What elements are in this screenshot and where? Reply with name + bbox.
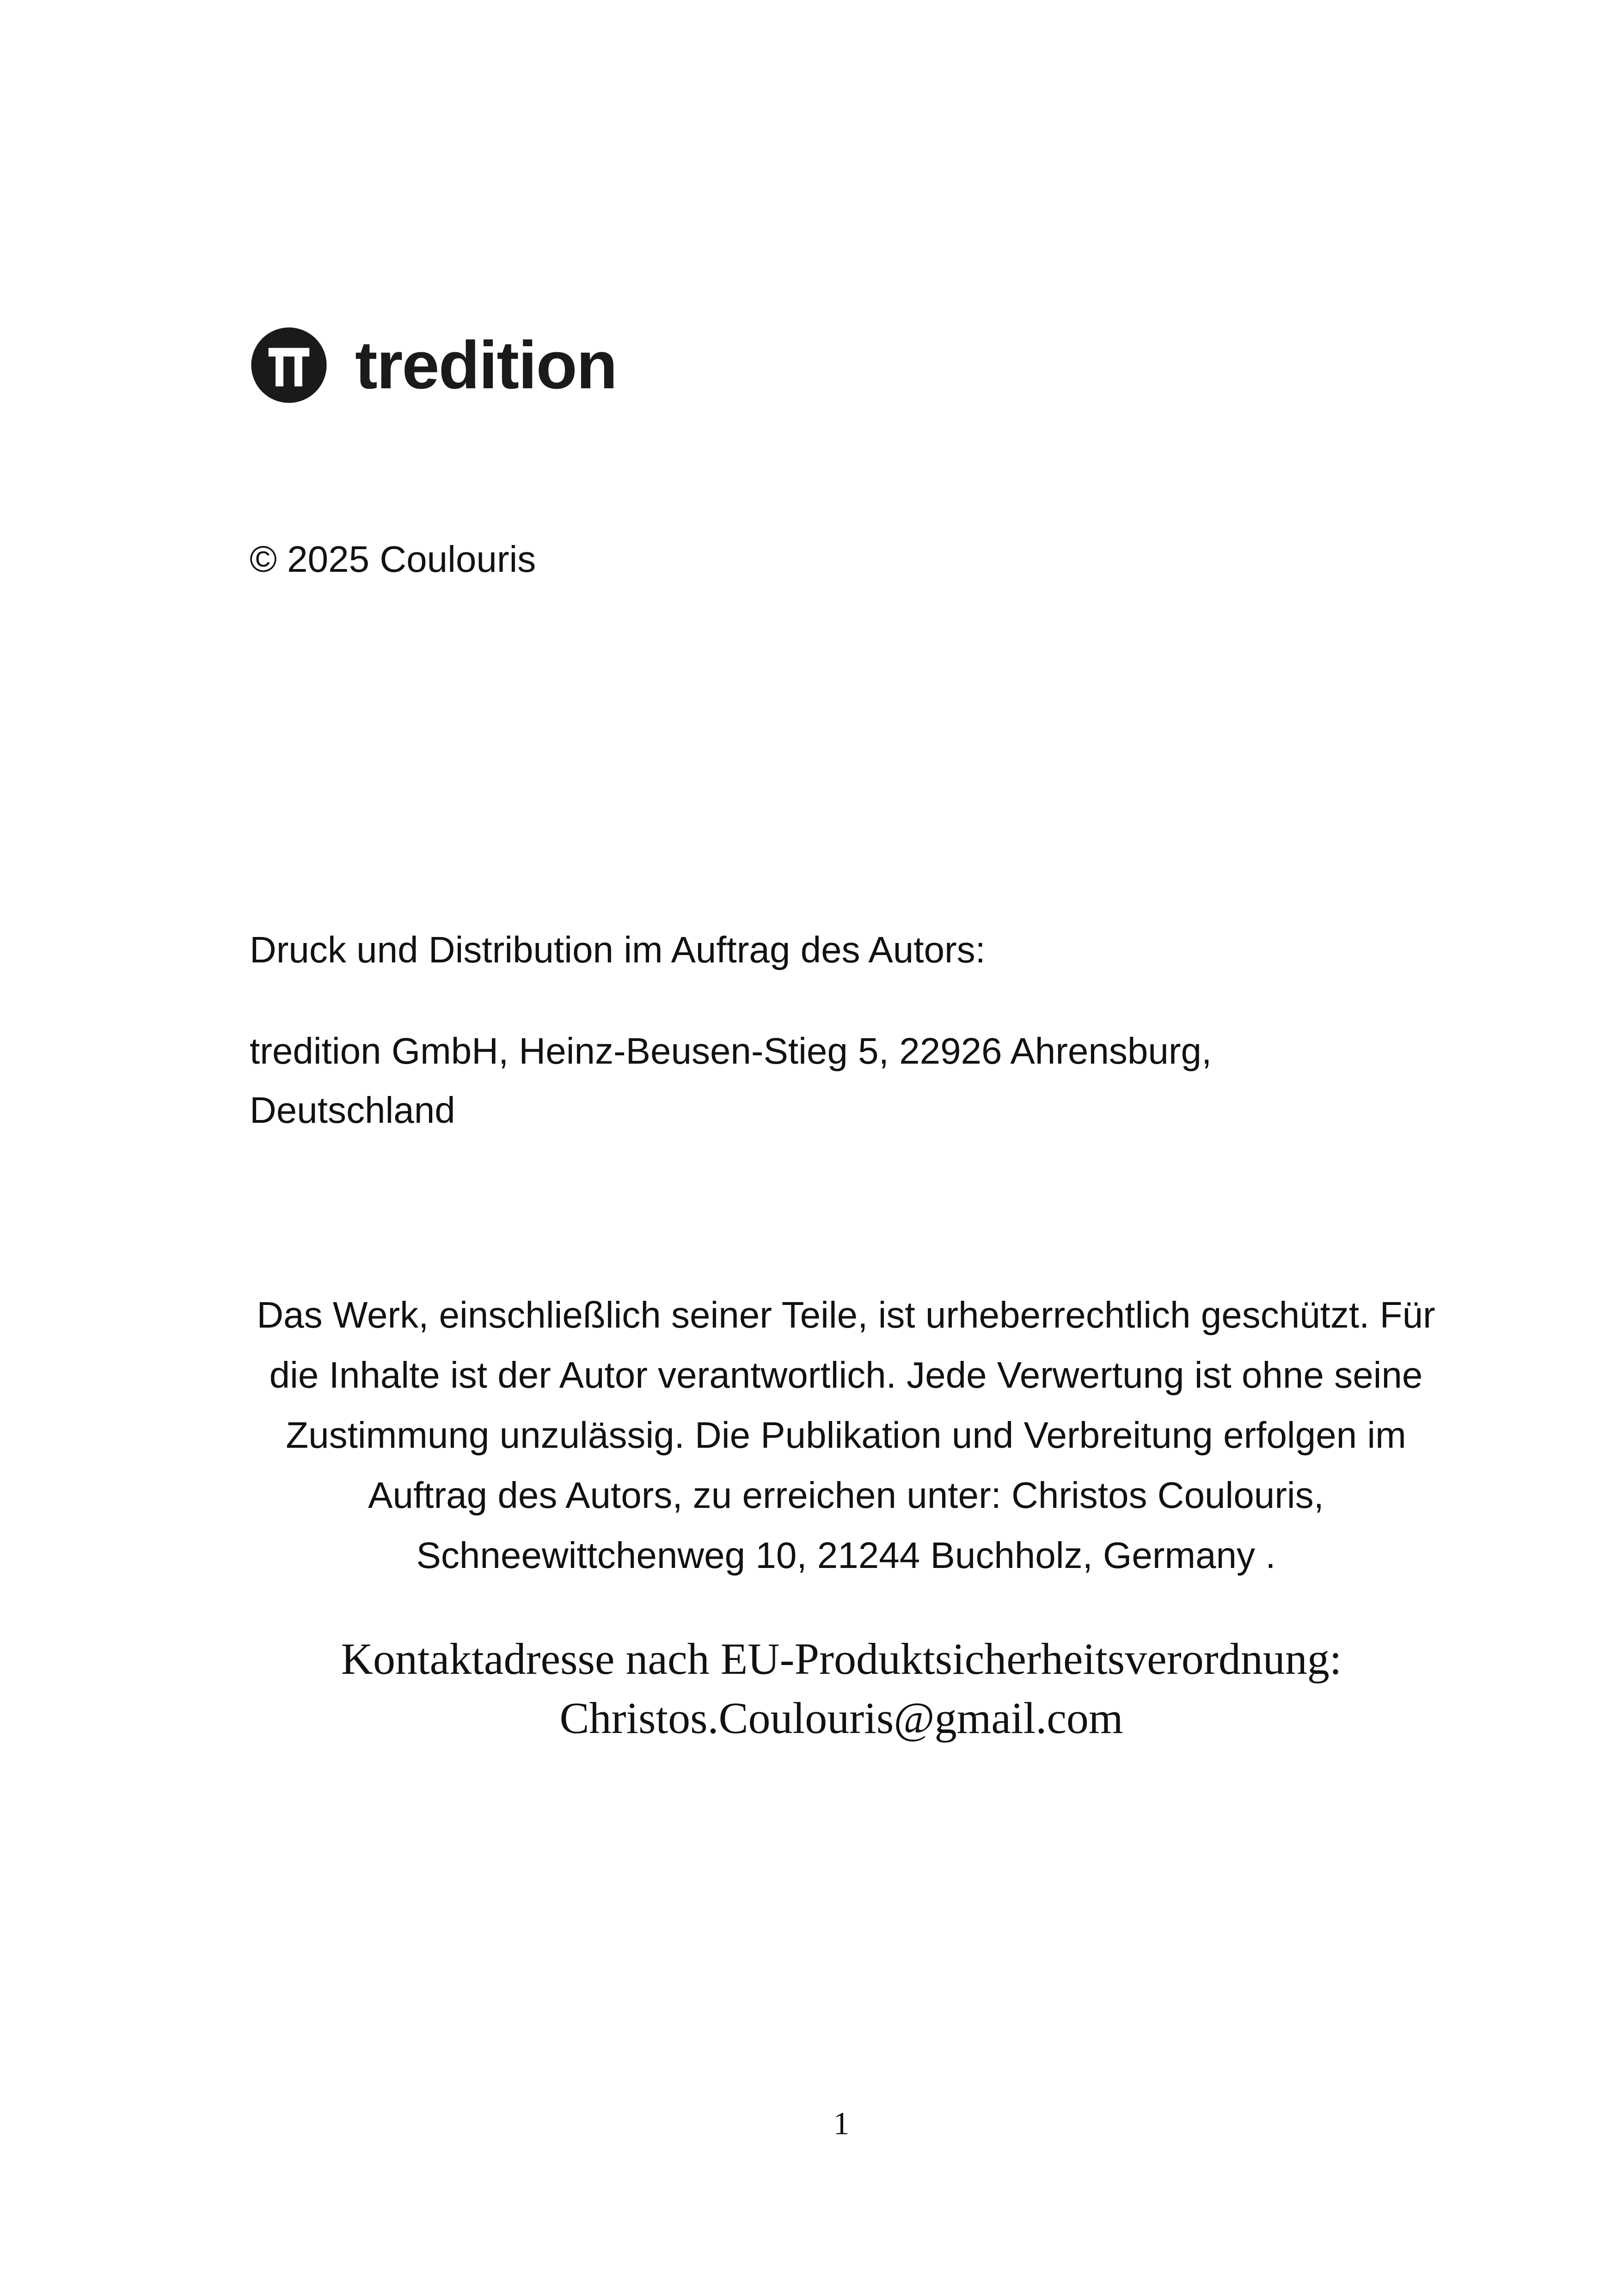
publisher-address: tredition GmbH, Heinz-Beusen-Stieg 5, 22926 Ahrensburg, Deutschland xyxy=(250,1030,1212,1131)
contact-label: Kontaktadresse nach EU-Produktsicherheitsverordnung: xyxy=(341,1634,1342,1684)
tredition-logo-icon xyxy=(250,326,328,404)
printing-info xyxy=(250,931,1590,1140)
contact-block xyxy=(277,1629,1405,1748)
legal-notice: Das Werk, einschließlich seiner Teile, ist urheberrechtlich geschützt. Für die Inhalte ist der Autor verantwortlich. Jede Verwertung ist ohne seine Zustimmung unzulässig. Die Publikation und Verbreitung erfolgen im Auftrag des Autors, zu erreichen unter: Christos Coulouris, Schneewittchenweg 10, 21244 Buchholz, Germany . xyxy=(257,1294,1435,1576)
page-number: 1 xyxy=(833,2106,850,2142)
printing-label: Druck und Distribution im Auftrag des Autors: xyxy=(250,929,986,970)
copyright-notice: © 2025 Coulouris xyxy=(250,539,536,580)
contact-email: Christos.Coulouris@gmail.com xyxy=(559,1693,1123,1743)
publisher-logo xyxy=(250,324,617,407)
logo-wordmark: tredition xyxy=(355,327,617,403)
